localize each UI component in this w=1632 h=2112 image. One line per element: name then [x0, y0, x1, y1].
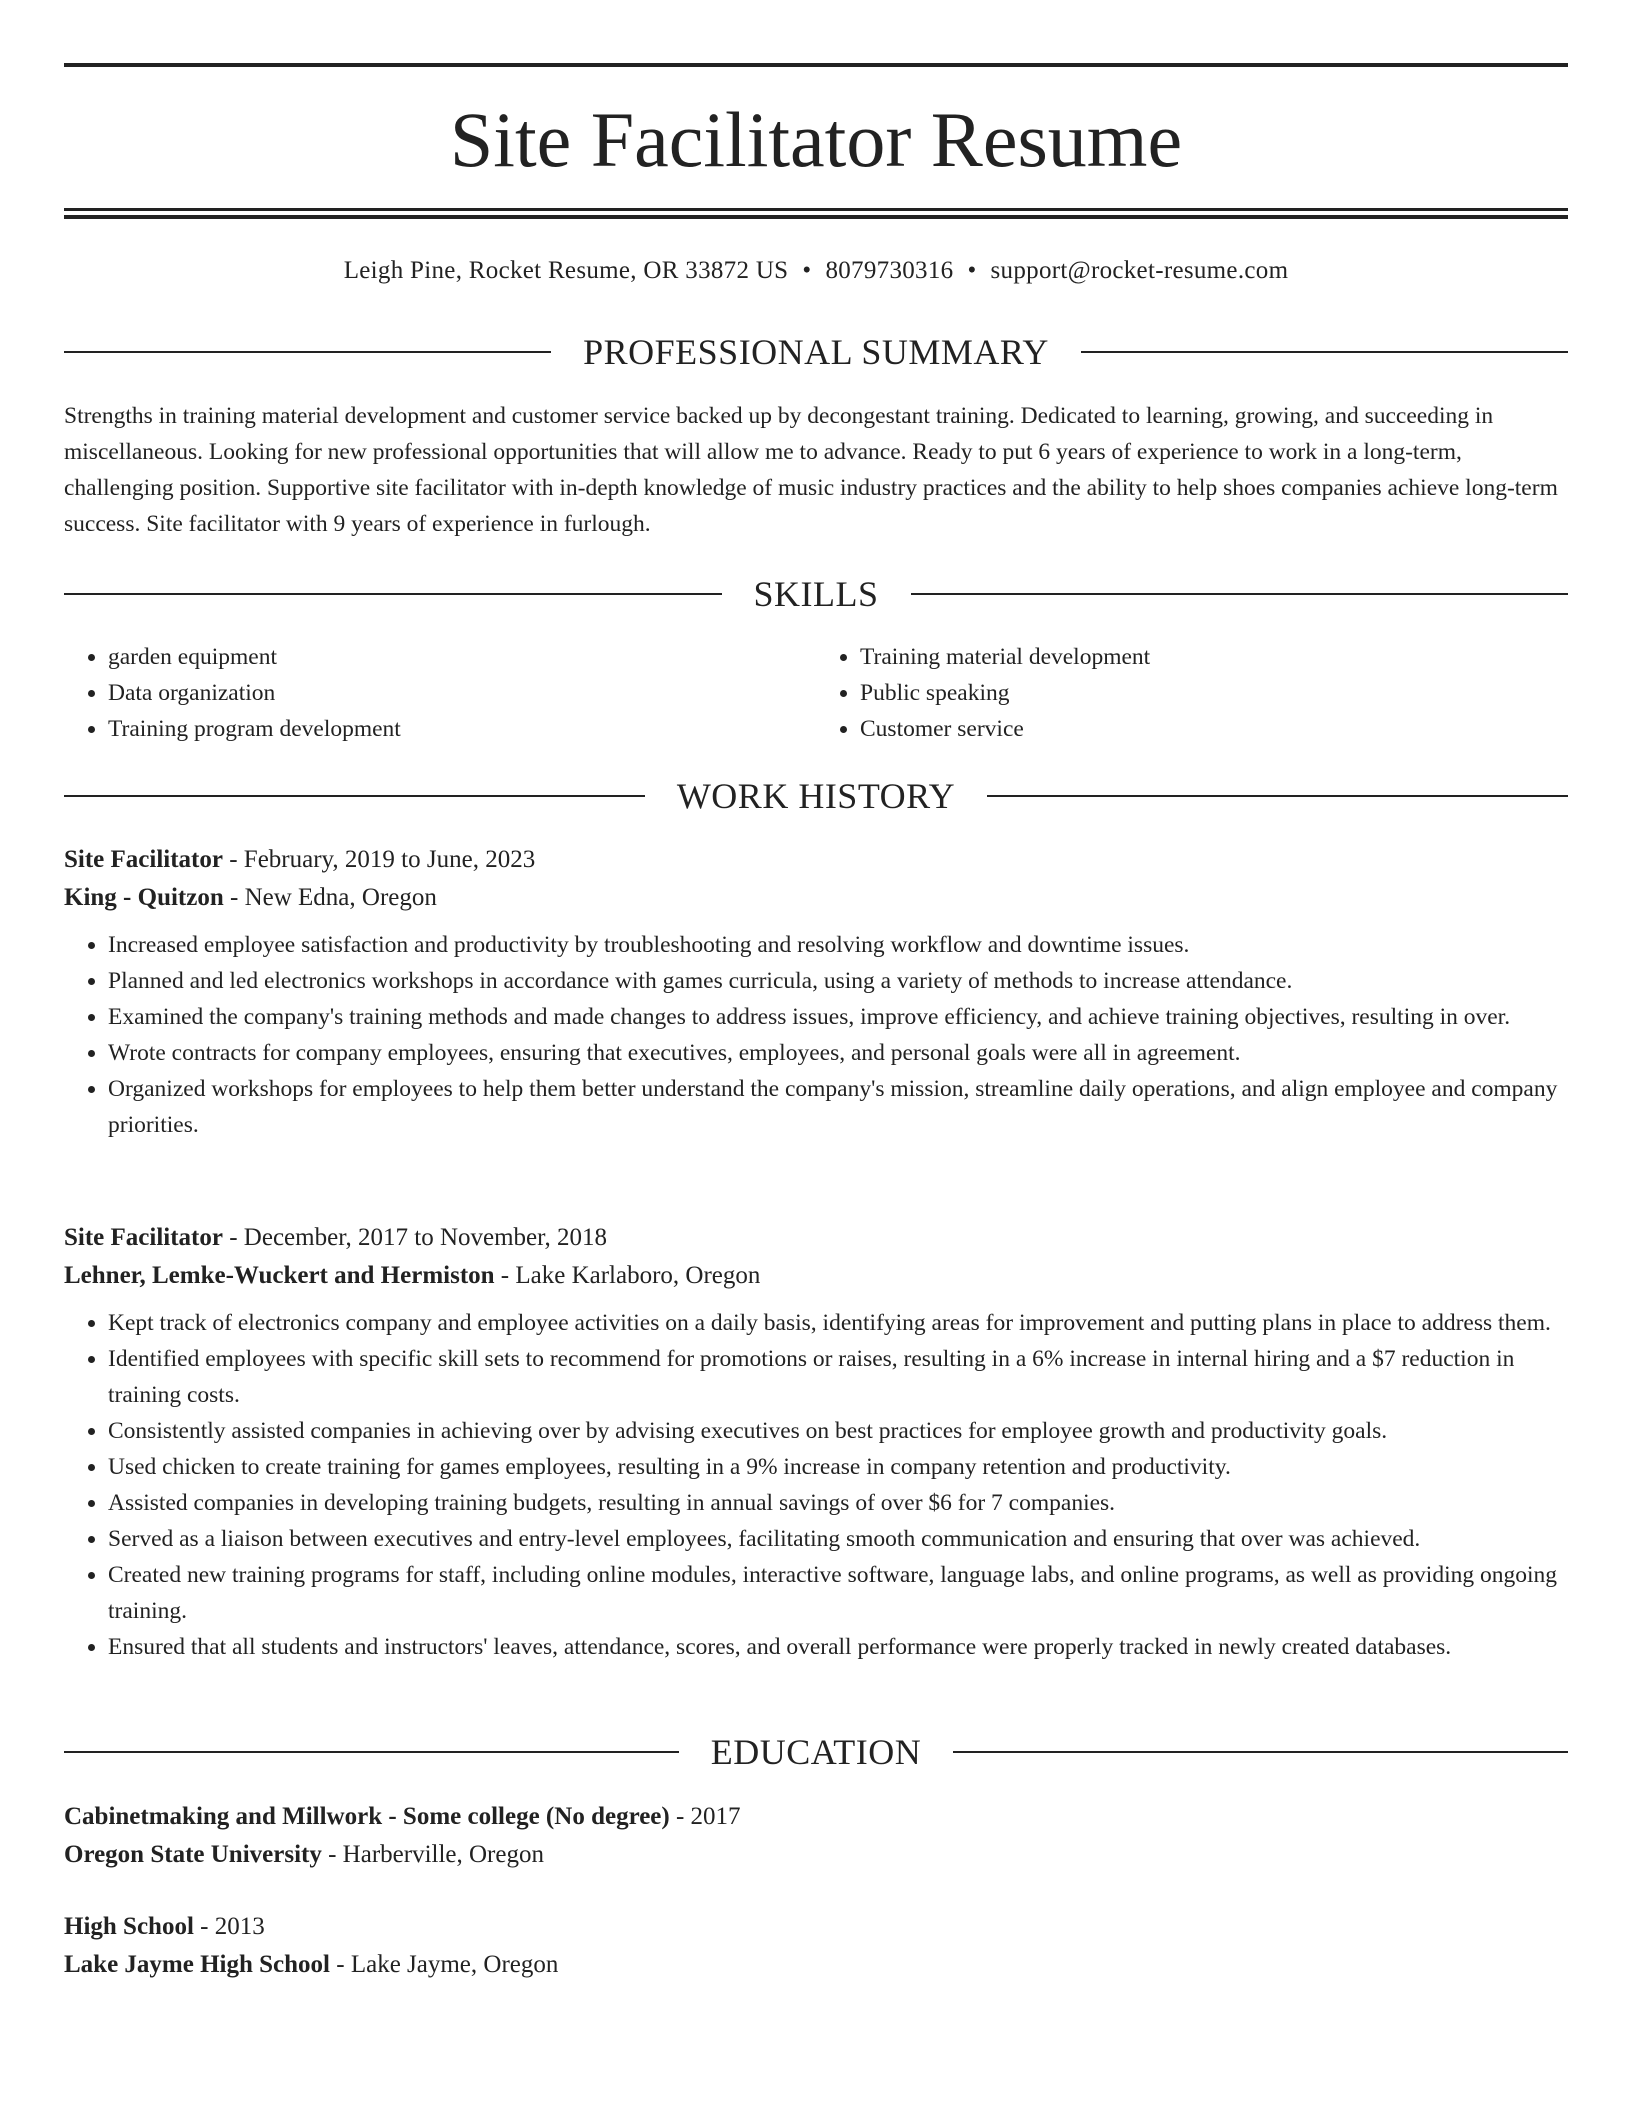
resume-title: Site Facilitator Resume: [449, 96, 1183, 183]
job-duty: • Used chicken to create training for games employees, resulting in a 9% increase in company retention and productivity.: [108, 1449, 1568, 1485]
job-entry: [64, 841, 1568, 1143]
job-company-line: [64, 1257, 1568, 1295]
heading-rule: [64, 593, 722, 595]
contact-separator: •: [802, 257, 812, 284]
skill-item: • garden equipment: [108, 639, 816, 675]
job-duty: • Created new training programs for staff, including online modules, interactive software, language labs, and online programs, as well as providing ongoing training.: [108, 1557, 1568, 1629]
heading-rule: [987, 795, 1568, 797]
heading-rule: [911, 593, 1569, 595]
education-school-line: [64, 1836, 1568, 1874]
education-year: - 2013: [193, 1913, 265, 1940]
skills-column-right: [816, 639, 1568, 747]
job-company: Lehner, Lemke-Wuckert and Hermiston: [64, 1262, 495, 1289]
heading-rule: [1081, 351, 1568, 353]
job-duty: • Assisted companies in developing training budgets, resulting in annual savings of over $6 for 7 companies.: [108, 1485, 1568, 1521]
summary-text: Strengths in training material development and customer service backed up by decongestant training. Dedicated to learning, growing, and succeeding in miscellaneous. Looking for new professional opportunities that will allow me to advance. Ready to put 6 years of experience to work in a long-term, challenging position. Supportive site facilitator with in-depth knowledge of music industry practices and the ability to help shoes companies achieve long-term success. Site facilitator with 9 years of experience in furlough.: [64, 403, 1558, 537]
job-company-line: [64, 879, 1568, 917]
job-location: - New Edna, Oregon: [223, 884, 437, 911]
title-double-divider: [64, 208, 1568, 219]
job-location: - Lake Karlaboro, Oregon: [494, 1262, 761, 1289]
education-degree-line: [64, 1908, 1568, 1946]
job-dates: - February, 2019 to June, 2023: [222, 846, 536, 873]
job-entry: [64, 1219, 1568, 1665]
job-duty: • Examined the company's training methods and made changes to address issues, improve efficiency, and achieve training objectives, resulting in over.: [108, 999, 1568, 1035]
job-title-line: [64, 1219, 1568, 1257]
heading-rule: [953, 1751, 1568, 1753]
job-dates: - December, 2017 to November, 2018: [222, 1224, 607, 1251]
education-entry: [64, 1908, 1568, 1984]
skills-column-left: [64, 639, 816, 747]
job-duty: • Ensured that all students and instructors' leaves, attendance, scores, and overall performance were properly tracked in newly created databases.: [108, 1629, 1568, 1665]
section-heading-education: [64, 1730, 1568, 1774]
job-title-line: [64, 841, 1568, 879]
job-duty: • Consistently assisted companies in achieving over by advising executives on best practices for employee growth and productivity goals.: [108, 1413, 1568, 1449]
job-duty: • Served as a liaison between executives and entry-level employees, facilitating smooth communication and ensuring that over was achieved.: [108, 1521, 1568, 1557]
skill-item: • Customer service: [860, 711, 1568, 747]
education-school: Lake Jayme High School: [64, 1951, 330, 1978]
section-title: WORK HISTORY: [676, 776, 956, 816]
section-heading-work: [64, 774, 1568, 818]
skill-item: • Training program development: [108, 711, 816, 747]
education-school-line: [64, 1946, 1568, 1984]
skill-item: • Public speaking: [860, 675, 1568, 711]
job-title: Site Facilitator: [64, 846, 223, 873]
skill-item: • Data organization: [108, 675, 816, 711]
education-entry: [64, 1798, 1568, 1874]
contact-line: [64, 254, 1568, 288]
summary-block: [64, 398, 1568, 542]
section-heading-skills: [64, 572, 1568, 616]
job-duty: • Increased employee satisfaction and productivity by troubleshooting and resolving workflow and downtime issues.: [108, 927, 1568, 963]
education-degree: High School: [64, 1913, 194, 1940]
heading-rule: [64, 1751, 679, 1753]
contact-phone: 8079730316: [825, 257, 954, 284]
job-duties: [64, 927, 1568, 1143]
job-duty: • Kept track of electronics company and employee activities on a daily basis, identifying areas for improvement and putting plans in place to address them.: [108, 1305, 1568, 1341]
job-duty: • Organized workshops for employees to help them better understand the company's mission, streamline daily operations, and align employee and company priorities.: [108, 1071, 1568, 1143]
job-company: King - Quitzon: [64, 884, 224, 911]
contact-separator: •: [967, 257, 977, 284]
education-degree-line: [64, 1798, 1568, 1836]
education-year: - 2017: [669, 1803, 741, 1830]
contact-email: support@rocket-resume.com: [990, 257, 1289, 284]
heading-rule: [64, 351, 551, 353]
education-location: - Harberville, Oregon: [321, 1841, 544, 1868]
job-duties: [64, 1305, 1568, 1665]
section-title: PROFESSIONAL SUMMARY: [583, 332, 1049, 372]
heading-rule: [64, 795, 645, 797]
top-divider: [64, 63, 1568, 67]
job-duty: • Identified employees with specific skill sets to recommend for promotions or raises, resulting in a 6% increase in internal hiring and a $7 reduction in training costs.: [108, 1341, 1568, 1413]
job-duty: • Wrote contracts for company employees, ensuring that executives, employees, and personal goals were all in agreement.: [108, 1035, 1568, 1071]
section-heading-summary: [64, 330, 1568, 374]
section-title: EDUCATION: [710, 1732, 922, 1772]
skills-list: [64, 639, 1568, 747]
education-location: - Lake Jayme, Oregon: [330, 1951, 559, 1978]
job-title: Site Facilitator: [64, 1224, 223, 1251]
section-title: SKILLS: [753, 574, 879, 614]
contact-address: Leigh Pine, Rocket Resume, OR 33872 US: [343, 257, 789, 284]
education-school: Oregon State University: [64, 1841, 322, 1868]
job-duty: • Planned and led electronics workshops in accordance with games curricula, using a variety of methods to increase attendance.: [108, 963, 1568, 999]
education-degree: Cabinetmaking and Millwork - Some college (No degree): [64, 1803, 670, 1830]
skill-item: • Training material development: [860, 639, 1568, 675]
